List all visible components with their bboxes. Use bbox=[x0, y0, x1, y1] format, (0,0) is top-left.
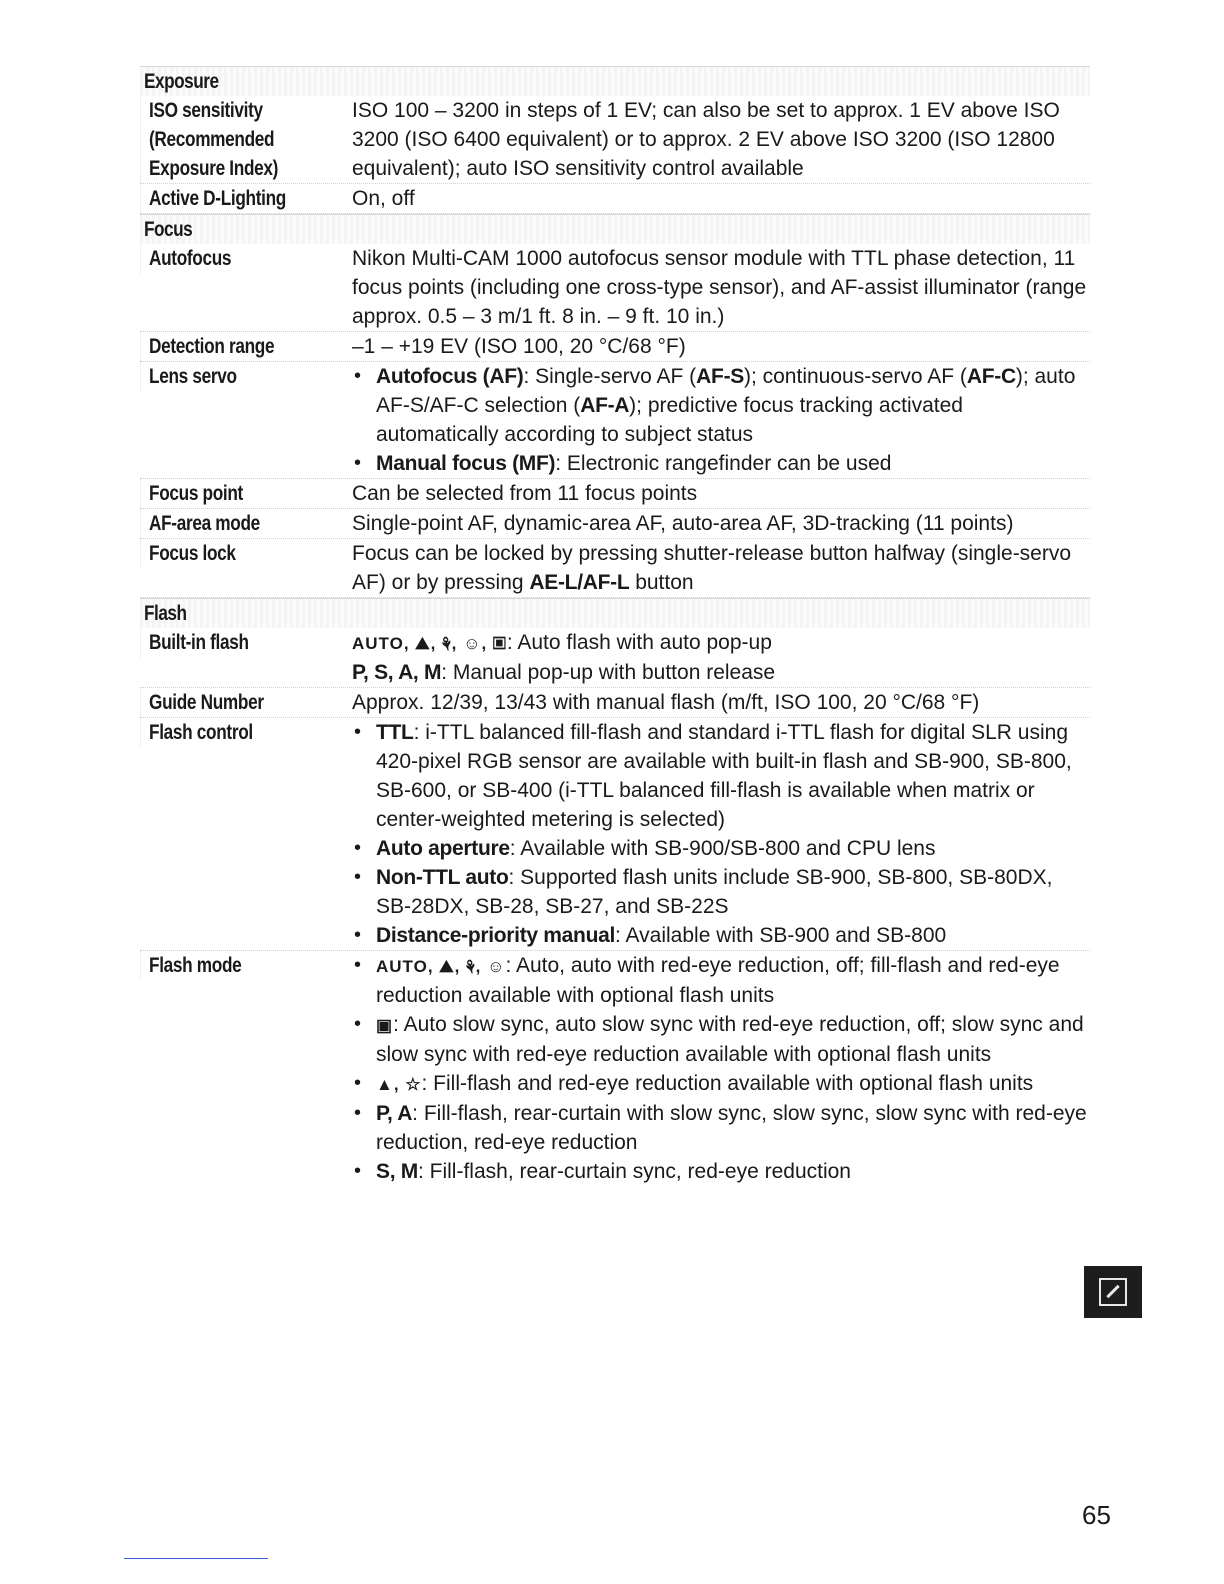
row-flash-control bbox=[140, 718, 1090, 951]
flash-mode-list bbox=[352, 951, 1090, 1186]
value-af-area: Single-point AF, dynamic-area AF, auto-area AF, 3D-tracking (11 points) bbox=[352, 512, 1014, 535]
value-focus-lock: Focus can be locked by pressing shutter-release button halfway (single-servo AF) or by pressing AE-L/AF-L button bbox=[352, 542, 1072, 594]
row-active-d-lighting bbox=[140, 184, 1090, 214]
value-detection: –1 – +19 EV (ISO 100, 20 °C/68 °F) bbox=[352, 335, 686, 358]
section-title: Exposure bbox=[144, 70, 219, 93]
list-item: • P, A: Fill-flash, rear-curtain with slow sync, slow sync, slow sync with red-eye reduction, red-eye reduction bbox=[352, 1099, 1090, 1157]
label-focus-lock: Focus lock bbox=[140, 539, 346, 568]
value-lens-servo bbox=[346, 362, 1090, 478]
label-flash-control: Flash control bbox=[140, 718, 346, 747]
label-autofocus: Autofocus bbox=[140, 244, 346, 273]
row-guide-number bbox=[140, 688, 1090, 718]
list-item: • S, M: Fill-flash, rear-curtain sync, red-eye reduction bbox=[352, 1157, 1090, 1186]
row-af-area-mode bbox=[140, 509, 1090, 539]
row-focus-point bbox=[140, 479, 1090, 509]
label-focus-point: Focus point bbox=[140, 479, 346, 508]
list-item: • Autofocus (AF): Single-servo AF (AF-S); continuous-servo AF (AF-C); auto AF-S/AF-C selection (AF-A); predictive focus tracking activated automatically according to subject status bbox=[352, 362, 1090, 449]
row-flash-mode bbox=[140, 951, 1090, 1186]
pencil-icon bbox=[1099, 1278, 1127, 1306]
scene-mode-icons: AUTO, ⛰, ⚘, ☺, ▣ bbox=[352, 634, 507, 653]
value-guide-number: Approx. 12/39, 13/43 with manual flash (m/ft, ISO 100, 20 °C/68 °F) bbox=[352, 691, 980, 714]
technical-notes-icon bbox=[1084, 1266, 1142, 1318]
label-detection: Detection range bbox=[140, 332, 346, 361]
list-item: • Manual focus (MF): Electronic rangefinder can be used bbox=[352, 449, 1090, 478]
lens-servo-list bbox=[352, 362, 1090, 478]
label-iso: ISO sensitivity (Recommended Exposure Index) bbox=[140, 96, 346, 183]
list-item: • Non-TTL auto: Supported flash units include SB-900, SB-800, SB-80DX, SB-28DX, SB-28, SB-27, and SB-22S bbox=[352, 863, 1090, 921]
row-iso-sensitivity bbox=[140, 96, 1090, 184]
value-flash-control bbox=[346, 718, 1090, 950]
value-flash-mode bbox=[346, 951, 1090, 1186]
row-autofocus bbox=[140, 244, 1090, 332]
flash-control-list bbox=[352, 718, 1090, 950]
footer-rule bbox=[124, 1558, 268, 1559]
row-focus-lock bbox=[140, 539, 1090, 598]
page-number: 65 bbox=[1082, 1500, 1111, 1530]
row-lens-servo bbox=[140, 362, 1090, 479]
label-built-in-flash: Built-in flash bbox=[140, 628, 346, 657]
list-item: • ▣: Auto slow sync, auto slow sync with red-eye reduction, off; slow sync and slow sync with red-eye reduction available with optional flash units bbox=[352, 1010, 1090, 1069]
row-detection-range bbox=[140, 332, 1090, 362]
list-item: • Auto aperture: Available with SB-900/SB-800 and CPU lens bbox=[352, 834, 1090, 863]
value-focus-point: Can be selected from 11 focus points bbox=[352, 482, 698, 505]
label-af-area: AF-area mode bbox=[140, 509, 346, 538]
label-adl: Active D-Lighting bbox=[140, 184, 346, 213]
section-flash bbox=[140, 598, 1090, 628]
list-item: • TTL: i-TTL balanced fill-flash and standard i-TTL flash for digital SLR using 420-pixel RGB sensor are available with built-in flash and SB-900, SB-800, SB-600, or SB-400 (i-TTL balanced fill-flash is available when matrix or center-weighted metering is selected) bbox=[352, 718, 1090, 834]
night-portrait-icon: ▣ bbox=[376, 1016, 394, 1035]
section-focus bbox=[140, 214, 1090, 244]
section-title: Focus bbox=[144, 218, 193, 241]
value-adl: On, off bbox=[352, 187, 415, 210]
value-autofocus: Nikon Multi-CAM 1000 autofocus sensor module with TTL phase detection, 11 focus points (including one cross-type sensor), and AF-assist illuminator (range approx. 0.5 – 3 m/1 ft. 8 in. – 9 ft. 10 in.) bbox=[352, 247, 1087, 328]
scene-mode-icons: AUTO, ⛰, ⚘, ☺ bbox=[376, 957, 506, 976]
value-built-in-flash: AUTO, ⛰, ⚘, ☺, ▣: Auto flash with auto pop-up P, S, A, M: Manual pop-up with button release bbox=[352, 631, 776, 684]
label-guide-number: Guide Number bbox=[140, 688, 346, 717]
label-lens-servo: Lens servo bbox=[140, 362, 346, 391]
landscape-sports-icons: ▲, ☆ bbox=[376, 1075, 422, 1094]
section-title: Flash bbox=[144, 602, 187, 625]
section-exposure bbox=[140, 66, 1090, 96]
spec-table bbox=[140, 66, 1090, 1186]
list-item: • AUTO, ⛰, ⚘, ☺: Auto, auto with red-eye reduction, off; fill-flash and red-eye reduction available with optional flash units bbox=[352, 951, 1090, 1010]
label-flash-mode: Flash mode bbox=[140, 951, 346, 980]
value-iso: ISO 100 – 3200 in steps of 1 EV; can also be set to approx. 1 EV above ISO 3200 (ISO 6400 equivalent) or to approx. 2 EV above ISO 3200 (ISO 12800 equivalent); auto ISO sensitivity control available bbox=[352, 99, 1060, 180]
row-built-in-flash bbox=[140, 628, 1090, 688]
list-item: • ▲, ☆: Fill-flash and red-eye reduction available with optional flash units bbox=[352, 1069, 1090, 1099]
list-item: • Distance-priority manual: Available with SB-900 and SB-800 bbox=[352, 921, 1090, 950]
